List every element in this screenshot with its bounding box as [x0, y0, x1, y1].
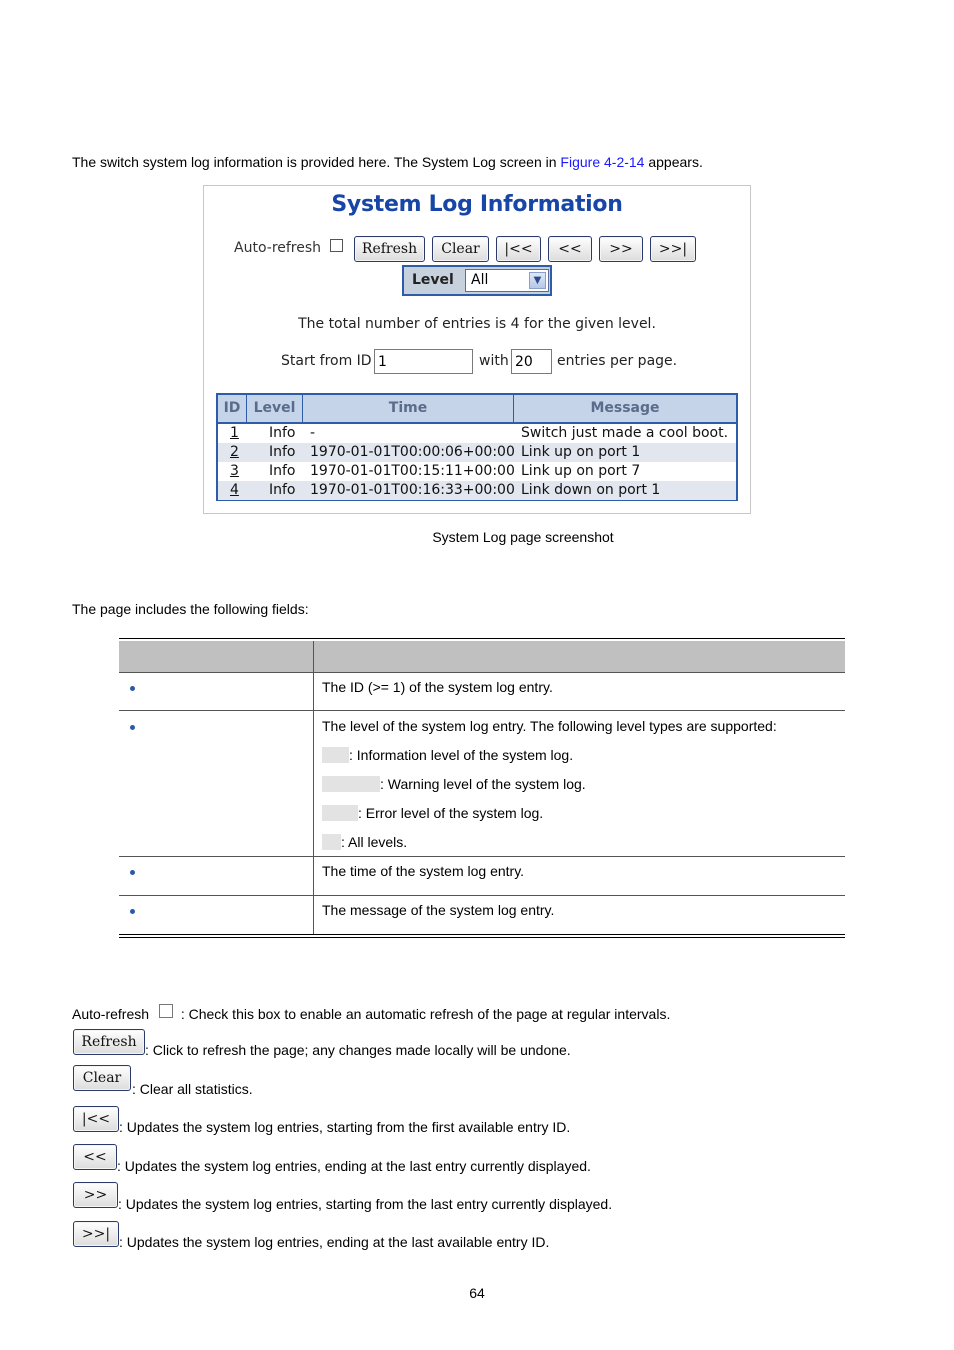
figure-caption: System Log page screenshot	[432, 529, 614, 545]
level-select[interactable]	[465, 269, 549, 292]
screenshot-title: System Log Information	[331, 192, 623, 217]
level-info-description: : Information level of the system log.	[322, 747, 573, 763]
row-level: Info	[269, 425, 296, 441]
system-log-table	[216, 393, 738, 501]
refresh-description: : Click to refresh the page; any changes made locally will be undone.	[145, 1042, 571, 1058]
time-description: The time of the system log entry.	[322, 863, 525, 879]
id-description: The ID (>= 1) of the system log entry.	[322, 679, 553, 695]
next-page-button[interactable]: >>	[599, 236, 643, 262]
next-page-description: : Updates the system log entries, starting from the last entry currently displayed.	[118, 1196, 613, 1212]
row-divider	[119, 895, 845, 896]
level-filter	[402, 265, 552, 296]
total-entries-text: The total number of entries is 4 for the given level.	[298, 316, 656, 332]
row-time: 1970-01-01T00:16:33+00:00	[310, 482, 515, 498]
next-page-button[interactable]: >>	[73, 1182, 118, 1208]
row-id-link[interactable]: 3	[230, 463, 239, 479]
table-top-rule	[119, 638, 845, 639]
clear-button[interactable]: Clear	[73, 1065, 131, 1091]
chevron-down-icon[interactable]: ▼	[529, 272, 546, 289]
refresh-button[interactable]: Refresh	[354, 236, 425, 262]
row-level: Info	[269, 482, 296, 498]
message-description: The message of the system log entry.	[322, 902, 555, 918]
auto-refresh-description: Auto-refresh : Check this box to enable an automatic refresh of the page at regular intervals.	[72, 1006, 671, 1022]
last-page-button[interactable]: >>|	[650, 236, 696, 262]
auto-refresh-checkbox[interactable]	[159, 1004, 173, 1018]
start-id-input[interactable]	[374, 349, 473, 374]
row-message: Link down on port 1	[521, 482, 661, 498]
entries-per-page-label: entries per page.	[557, 353, 678, 369]
column-header-id: ID	[218, 395, 247, 422]
row-message: Link up on port 1	[521, 444, 641, 460]
row-time: -	[310, 425, 316, 441]
row-message: Link up on port 7	[521, 463, 641, 479]
intro-paragraph	[72, 154, 703, 170]
table-row	[218, 443, 736, 462]
table-row	[218, 481, 736, 500]
last-page-button[interactable]: >>|	[73, 1221, 119, 1247]
level-warning-description: : Warning level of the system log.	[322, 776, 586, 792]
row-id-link[interactable]: 1	[230, 425, 239, 441]
column-divider	[313, 641, 314, 935]
refresh-button[interactable]: Refresh	[73, 1029, 145, 1055]
row-divider	[119, 672, 845, 673]
table-row	[218, 424, 736, 443]
level-all-description: : All levels.	[322, 834, 407, 850]
row-divider	[119, 710, 845, 711]
row-id-link[interactable]: 4	[230, 482, 239, 498]
fields-intro: The page includes the following fields:	[72, 601, 309, 617]
level-select-value: All	[471, 272, 489, 288]
column-header-message: Message	[514, 395, 736, 422]
page-number: 64	[469, 1285, 485, 1301]
intro-text-end: appears.	[644, 154, 703, 170]
row-id-link[interactable]: 2	[230, 444, 239, 460]
clear-description: : Clear all statistics.	[132, 1081, 253, 1097]
level-description: The level of the system log entry. The following level types are supported:	[322, 718, 777, 734]
system-log-screenshot	[203, 185, 751, 514]
bullet-icon	[130, 725, 135, 730]
first-page-button[interactable]: |<<	[73, 1106, 119, 1132]
column-header-time: Time	[303, 395, 514, 422]
table-bottom-rule	[119, 934, 845, 935]
level-error-description: : Error level of the system log.	[322, 805, 543, 821]
table-row	[218, 462, 736, 481]
prev-page-description: : Updates the system log entries, ending at the last entry currently displayed.	[117, 1158, 591, 1174]
row-time: 1970-01-01T00:15:11+00:00	[310, 463, 515, 479]
first-page-description: : Updates the system log entries, starting from the first available entry ID.	[119, 1119, 571, 1135]
fields-table	[119, 638, 845, 938]
prev-page-button[interactable]: <<	[73, 1144, 117, 1170]
row-level: Info	[269, 463, 296, 479]
bullet-icon	[130, 909, 135, 914]
auto-refresh-checkbox[interactable]	[330, 239, 343, 252]
clear-button[interactable]: Clear	[432, 236, 489, 262]
column-header-level: Level	[247, 395, 303, 422]
row-time: 1970-01-01T00:00:06+00:00	[310, 444, 515, 460]
bullet-icon	[130, 686, 135, 691]
auto-refresh-label: Auto-refresh	[72, 1006, 150, 1022]
row-message: Switch just made a cool boot.	[521, 425, 729, 441]
prev-page-button[interactable]: <<	[548, 236, 592, 262]
entries-per-page-input[interactable]	[511, 349, 552, 374]
figure-link[interactable]: Figure 4-2-14	[560, 154, 645, 170]
row-level: Info	[269, 444, 296, 460]
auto-refresh-label: Auto-refresh	[234, 240, 322, 256]
start-from-label: Start from ID	[281, 353, 372, 369]
bullet-icon	[130, 870, 135, 875]
table-header	[119, 641, 845, 672]
first-page-button[interactable]: |<<	[496, 236, 541, 262]
intro-text: The switch system log information is provided here. The System Log screen in	[72, 154, 561, 170]
last-page-description: : Updates the system log entries, ending at the last available entry ID.	[119, 1234, 550, 1250]
row-divider	[119, 856, 845, 857]
level-label: Level	[412, 272, 454, 288]
with-label: with	[479, 353, 509, 369]
table-bottom-rule	[119, 937, 845, 938]
